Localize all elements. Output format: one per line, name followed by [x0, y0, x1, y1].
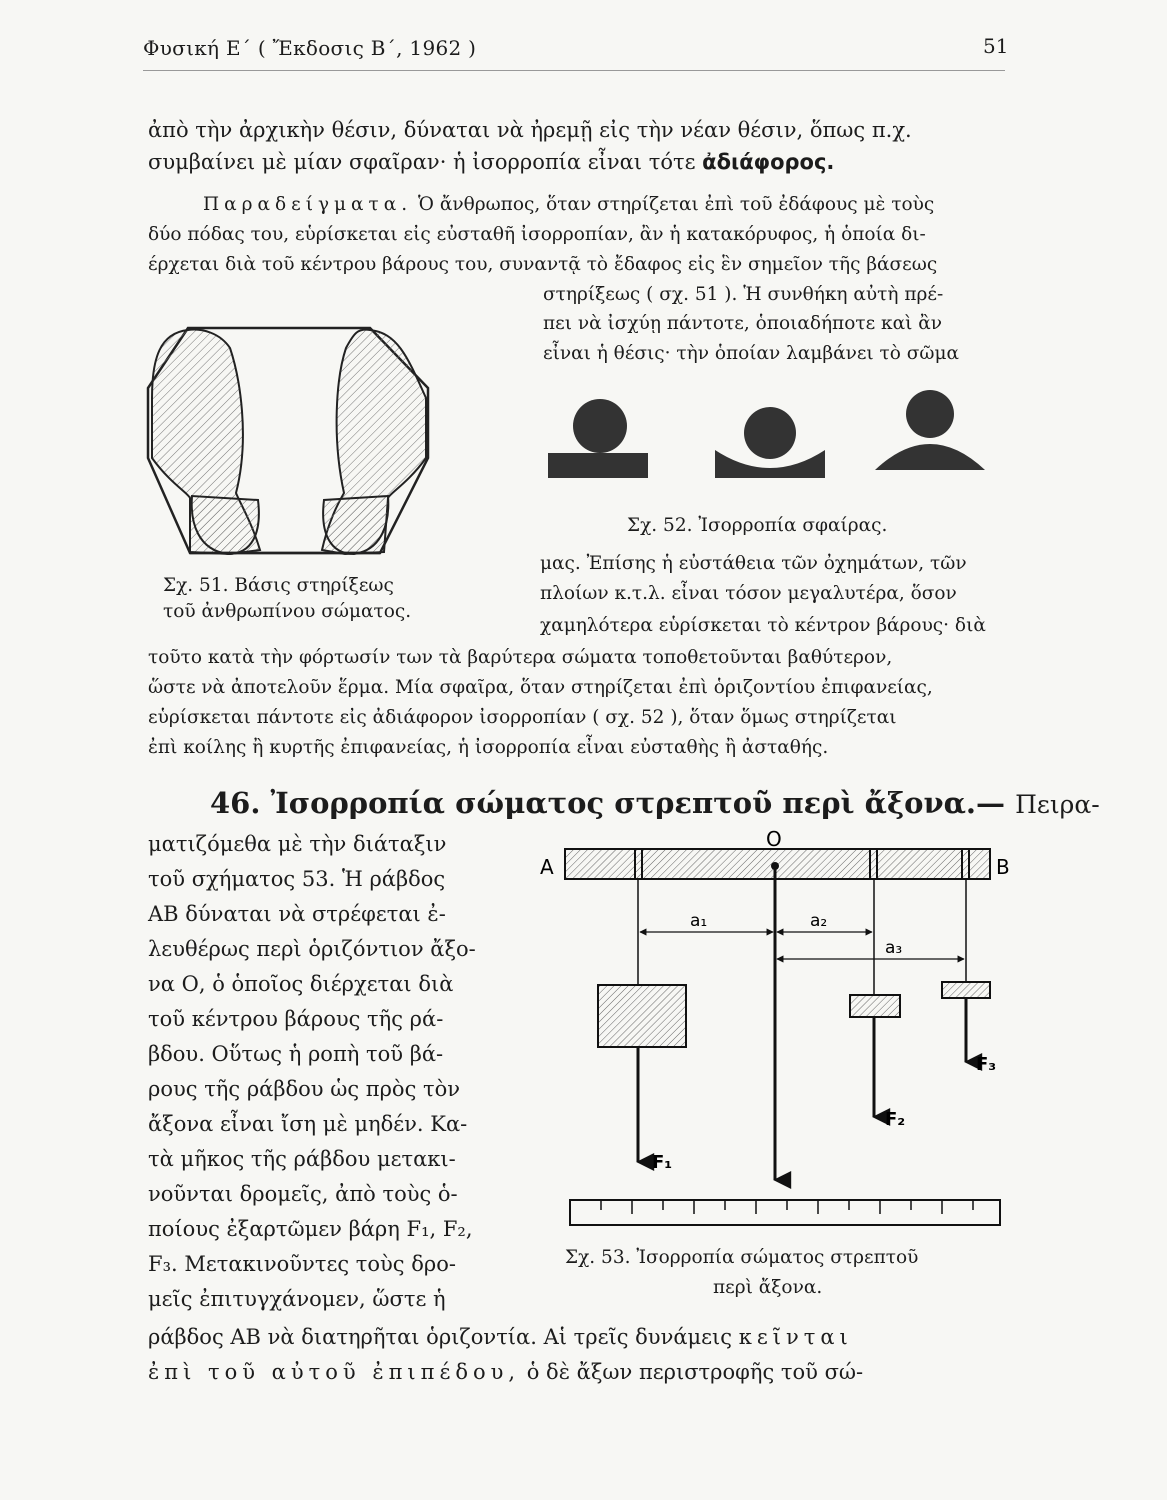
cont-line-7: ἐπὶ κοίλης ἢ κυρτῆς ἐπιφανείας, ἡ ἰσορροπία εἶναι εὐσταθὴς ἢ ἀσταθής. — [148, 737, 829, 758]
scale-ticks — [601, 1200, 973, 1214]
examples-line-5: πει νὰ ἰσχύῃ πάντοτε, ὁποιαδήποτε καὶ ἂν — [543, 313, 942, 334]
label-a1: a₁ — [690, 911, 708, 931]
label-a: A — [540, 855, 554, 879]
examples-line-1 — [203, 194, 934, 215]
s46-full-line-1 — [148, 1325, 853, 1349]
weight-3 — [942, 982, 990, 998]
header-rule — [143, 70, 1005, 71]
examples-line-6: εἶναι ἡ θέσις· τὴν ὁποίαν λαμβάνει τὸ σῶμα — [543, 343, 960, 364]
s46-line-11: νοῦνται δρομεῖς, ἀπὸ τοὺς ὁ- — [148, 1182, 458, 1206]
examples-label: Παραδείγματα. — [203, 194, 413, 215]
figure-51-footprints — [140, 318, 440, 568]
sphere-concave — [744, 407, 796, 459]
label-f2: F₂ — [885, 1109, 906, 1130]
label-a3: a₃ — [885, 938, 903, 958]
cont-line-6: εὑρίσκεται πάντοτε εἰς ἀδιάφορον ἰσορροπίαν ( σχ. 52 ), ὅταν ὅμως στηρίζεται — [148, 707, 897, 728]
label-f3: F₃ — [976, 1054, 997, 1075]
fig52-caption: Σχ. 52. Ἰσορροπία σφαίρας. — [627, 515, 888, 536]
sphere-flat — [573, 399, 627, 453]
cont-line-1: μας. Ἐπίσης ἡ εὐστάθεια τῶν ὀχημάτων, τῶν — [540, 553, 967, 574]
flat-surface — [548, 453, 648, 478]
section-46-title: 46. Ἰσορροπία σώματος στρεπτοῦ περὶ ἄξονα.— — [210, 786, 1005, 820]
s46-line-10: τὰ μῆκος τῆς ράβδου μετακι- — [148, 1147, 456, 1171]
s46-line-13: F₃. Μετακινοῦντες τοὺς δρο- — [148, 1252, 456, 1276]
s46-full-line-1-text: ράβδος ΑΒ νὰ διατηρῆται ὁριζοντία. Αἱ τρεῖς δυνάμεις — [148, 1325, 733, 1349]
convex-surface — [875, 444, 985, 470]
figure-53-lever — [530, 822, 1020, 1237]
s46-line-1: ματιζόμεθα μὲ τὴν διάταξιν — [148, 832, 447, 856]
cont-line-3: χαμηλότερα εὑρίσκεται τὸ κέντρον βάρους· διὰ — [540, 615, 986, 636]
s46-line-14: μεῖς ἐπιτυγχάνομεν, ὥστε ἡ — [148, 1287, 446, 1311]
examples-line-3: έρχεται διὰ τοῦ κέντρου βάρους του, συναντᾷ τὸ ἔδαφος εἰς ἓν σημεῖον τῆς βάσεως — [148, 254, 938, 275]
examples-line-4: στηρίξεως ( σχ. 51 ). Ἡ συνθήκη αὐτὴ πρέ- — [543, 284, 944, 305]
s46-full-line-2-spaced: ἐπὶ τοῦ αὐτοῦ ἐπιπέδου, — [148, 1360, 521, 1384]
s46-line-2: τοῦ σχήματος 53. Ἡ ράβδος — [148, 867, 446, 891]
term-adiaforos: ἀδιάφορος. — [702, 150, 835, 174]
s46-line-8: ρους τῆς ράβδου ὡς πρὸς τὸν — [148, 1077, 461, 1101]
s46-line-6: τοῦ κέντρου βάρους τῆς ρά- — [148, 1007, 444, 1031]
section-46-heading-tail: Πειρα- — [1015, 790, 1100, 819]
sphere-convex — [906, 390, 954, 438]
fig51-caption-line-1: Σχ. 51. Βάσις στηρίξεως — [163, 575, 394, 596]
s46-full-line-1-spaced: κεῖνται — [738, 1325, 853, 1349]
page-number: 51 — [983, 34, 1009, 58]
examples-line-2: δύο πόδας του, εὑρίσκεται εἰς εὐσταθῆ ἰσορροπίαν, ἂν ἡ κατακόρυφος, ἡ ὁποία δι- — [148, 224, 926, 245]
running-title: Φυσική Ε΄ ( Ἔκδοσις Β΄, 1962 ) — [143, 36, 477, 60]
figure-52-spheres — [540, 388, 1020, 488]
label-o: O — [766, 827, 782, 851]
s46-line-3: ΑΒ δύναται νὰ στρέφεται ἐ- — [148, 902, 446, 926]
fig51-caption-line-2: τοῦ ἀνθρωπίνου σώματος. — [163, 601, 412, 622]
s46-line-7: βδου. Οὕτως ἡ ροπὴ τοῦ βά- — [148, 1042, 444, 1066]
s46-full-line-2 — [148, 1360, 863, 1384]
weight-1 — [598, 985, 686, 1047]
label-a2: a₂ — [810, 911, 828, 931]
examples-line-1-text: Ὁ ἄνθρωπος, ὅταν στηρίζεται ἐπὶ τοῦ ἐδάφους μὲ τοὺς — [418, 194, 935, 215]
cont-line-2: πλοίων κ.τ.λ. εἶναι τόσον μεγαλυτέρα, ὅσον — [540, 583, 957, 604]
intro-line-1: ἀπὸ τὴν ἀρχικὴν θέσιν, δύναται νὰ ἠρεμῇ εἰς τὴν νέαν θέσιν, ὅπως π.χ. — [148, 118, 912, 142]
label-f1: F₁ — [652, 1152, 673, 1173]
s46-line-5: να Ο, ὁ ὁποῖος διέρχεται διὰ — [148, 972, 454, 996]
s46-line-12: ποίους ἐξαρτῶμεν βάρη F₁, F₂, — [148, 1217, 473, 1241]
fig53-caption-line-1: Σχ. 53. Ἰσορροπία σώματος στρεπτοῦ — [565, 1247, 919, 1268]
fig53-caption-line-2: περὶ ἄξονα. — [713, 1277, 823, 1298]
cont-line-5: ὥστε νὰ ἀποτελοῦν ἕρμα. Μία σφαῖρα, ὅταν στηρίζεται ἐπὶ ὁριζοντίου ἐπιφανείας, — [148, 677, 933, 698]
label-b: B — [996, 855, 1010, 879]
intro-line-2-text: συμβαίνει μὲ μίαν σφαῖραν· ἡ ἰσορροπία εἶναι τότε — [148, 150, 696, 174]
s46-line-9: ἄξονα εἶναι ἴση μὲ μηδέν. Κα- — [148, 1112, 468, 1136]
s46-line-4: λευθέρως περὶ ὁριζόντιον ἄξο- — [148, 937, 476, 961]
scale-ruler — [570, 1200, 1000, 1225]
s46-full-line-2-text: ὁ δὲ ἄξων περιστροφῆς τοῦ σώ- — [526, 1360, 864, 1384]
weight-2 — [850, 995, 900, 1017]
section-46-heading — [210, 786, 1100, 820]
cont-line-4: τοῦτο κατὰ τὴν φόρτωσίν των τὰ βαρύτερα σώματα τοποθετοῦνται βαθύτερον, — [148, 647, 893, 668]
intro-line-2 — [148, 150, 834, 174]
